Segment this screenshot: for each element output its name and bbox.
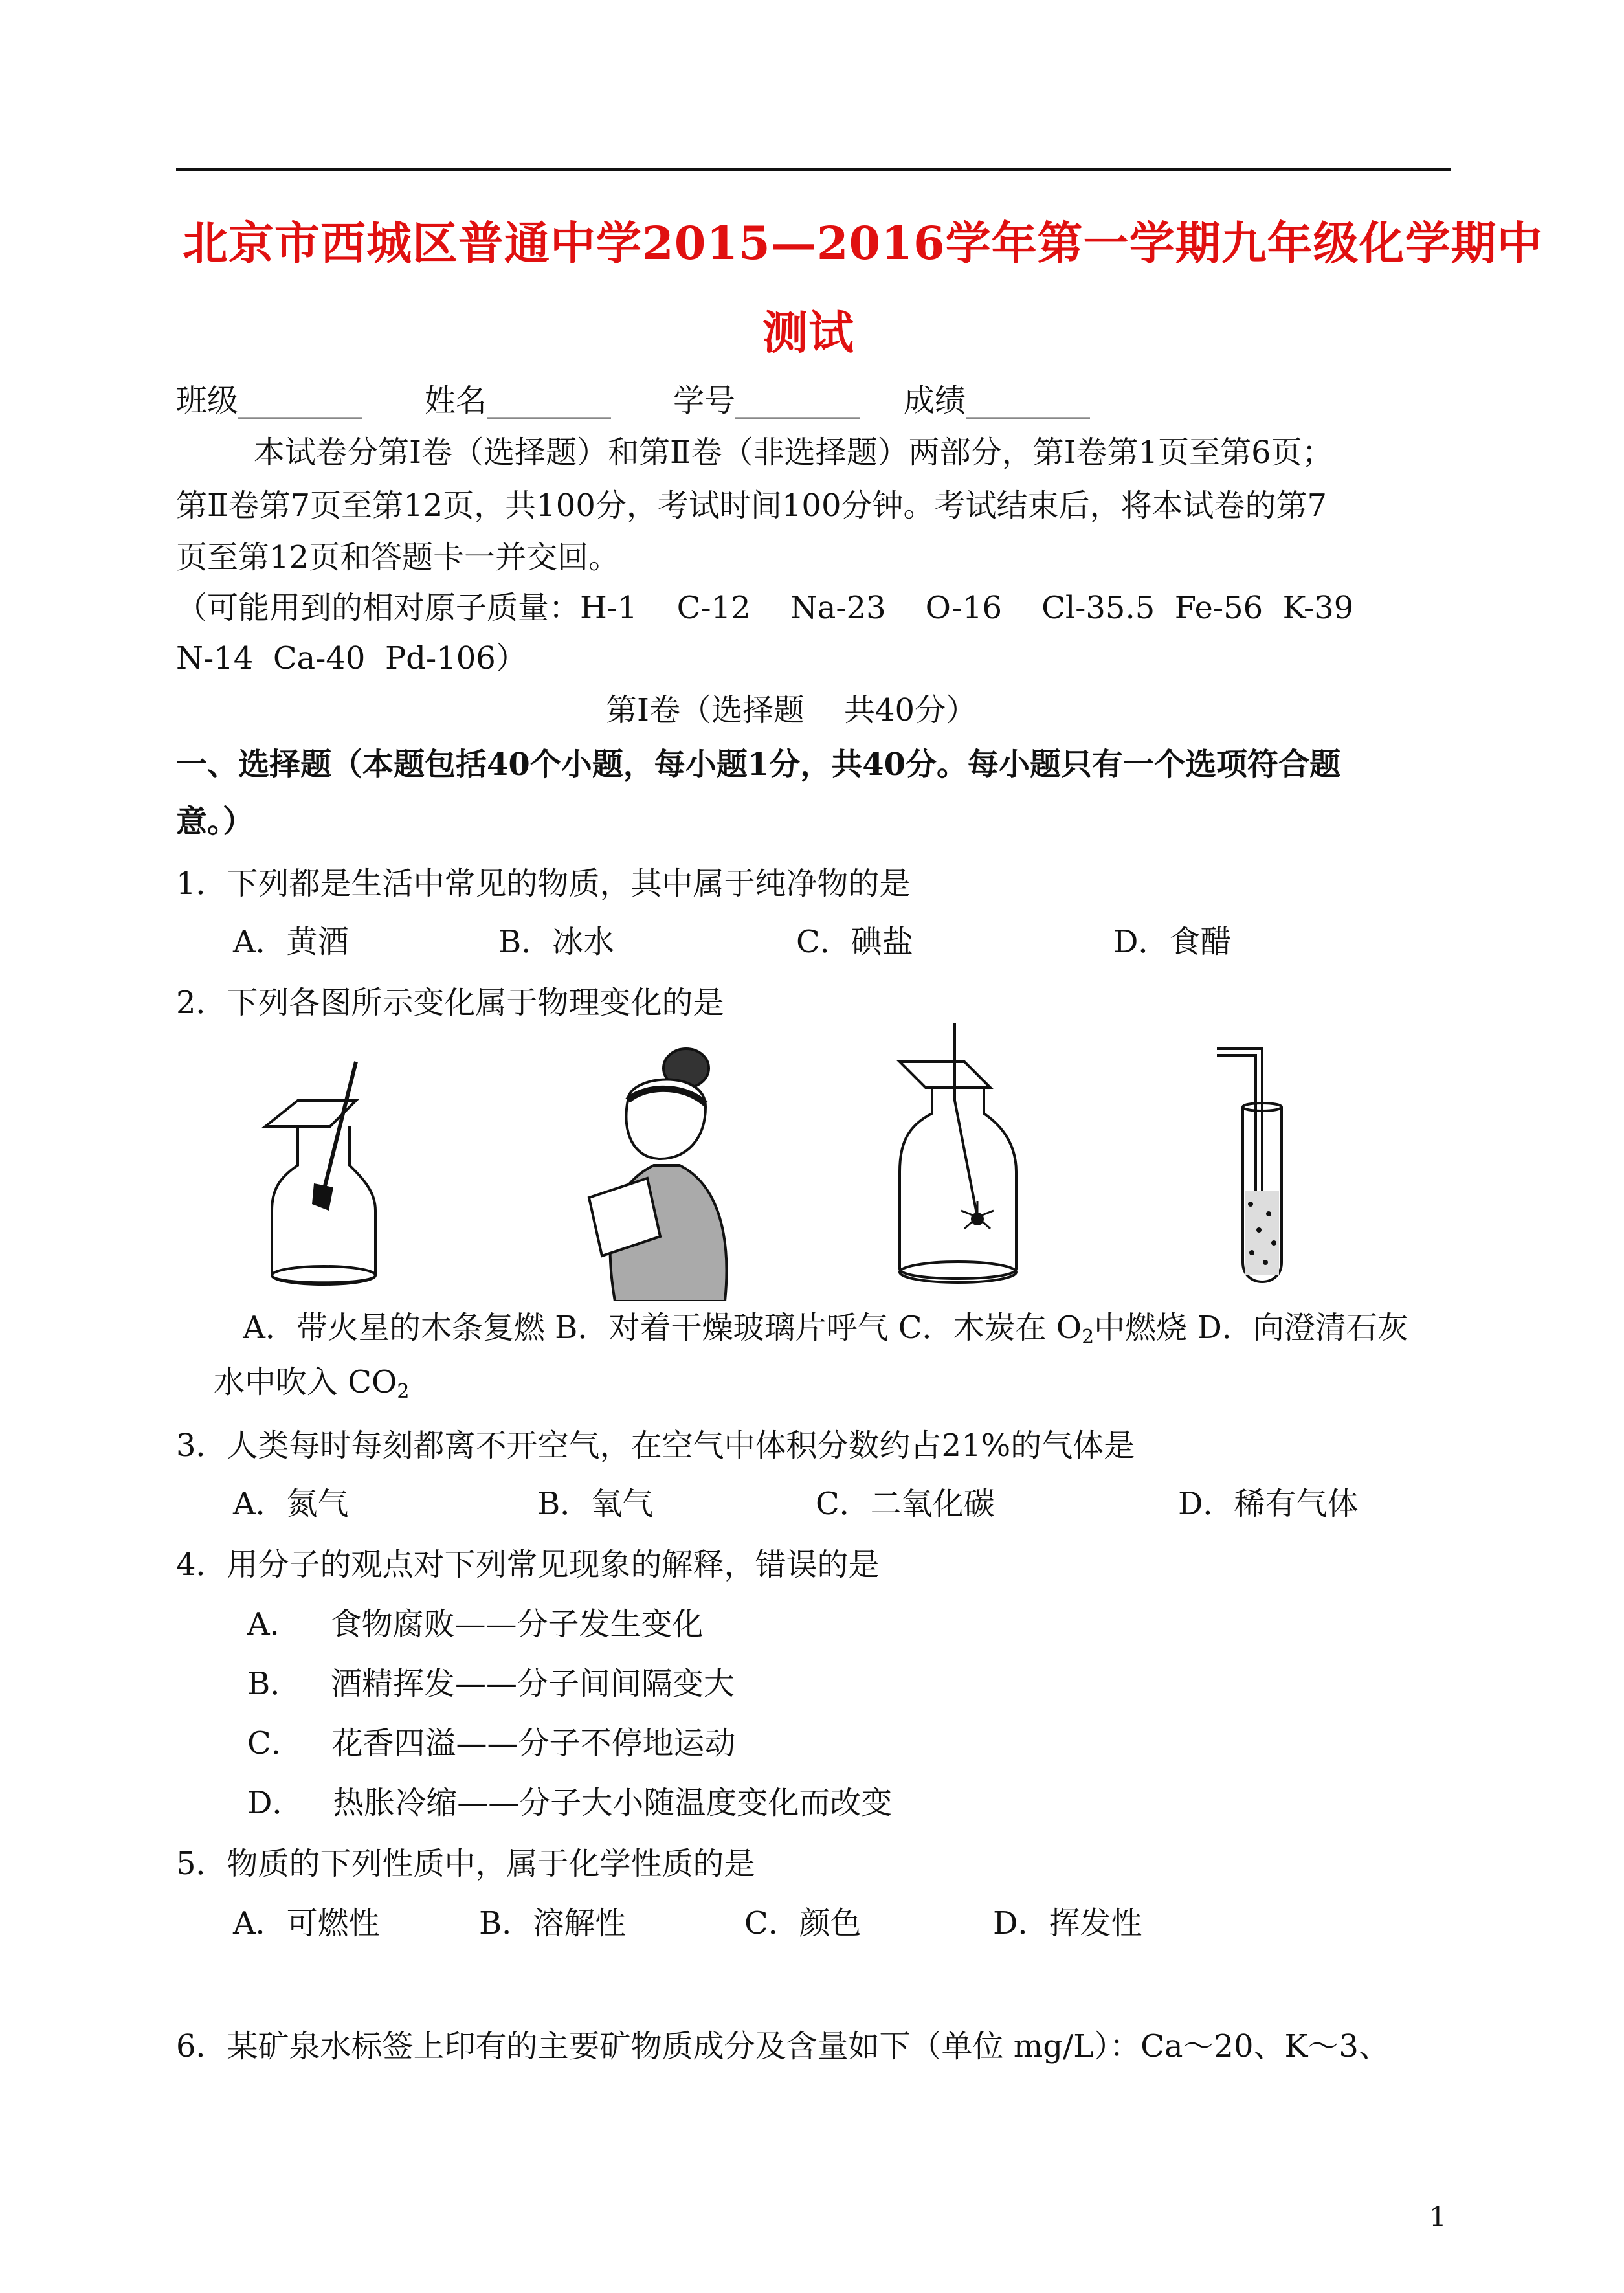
intro-line3: 页至第12页和答题卡一并交回。 (176, 539, 620, 576)
q4-stem: 4．用分子的观点对下列常见现象的解释，错误的是 (176, 1547, 880, 1583)
q1-option-b[interactable]: B．冰水 (498, 924, 615, 960)
q1-option-a[interactable]: A．黄酒 (233, 924, 349, 960)
section-heading-line1: 一、选择题（本题包括40个小题，每小题1分，共40分。每小题只有一个选项符合题 (176, 746, 1340, 783)
q4-option-a[interactable]: A． 食物腐败——分子发生变化 (247, 1606, 704, 1642)
q1-option-c[interactable]: C．碘盐 (796, 924, 913, 960)
field-student-id[interactable]: 学号________ (673, 383, 860, 419)
figure-c-charcoal-bottle (887, 1023, 1029, 1295)
figure-d-test-tube (1204, 1036, 1307, 1295)
q5-stem: 5．物质的下列性质中，属于化学性质的是 (176, 1846, 755, 1882)
q3-option-b[interactable]: B．氧气 (537, 1486, 654, 1522)
section-heading-line2: 意。） (176, 803, 254, 840)
q5-option-b[interactable]: B．溶解性 (479, 1905, 627, 1941)
q3-stem: 3．人类每时每刻都离不开空气，在空气中体积分数约占21%的气体是 (176, 1427, 1135, 1464)
q2-caption-line2: 水中吹入 $CO_2$ (214, 1364, 410, 1403)
q2-stem: 2．下列各图所示变化属于物理变化的是 (176, 985, 724, 1021)
figure-b-girl-breathing (576, 1029, 744, 1301)
page-title-line2: 测试 (762, 306, 854, 359)
q3-option-d[interactable]: D．稀有气体 (1178, 1486, 1359, 1522)
field-score[interactable]: 成绩________ (904, 383, 1091, 419)
intro-line2: 第Ⅱ卷第7页至第12页，共100分，考试时间100分钟。考试结束后，将本试卷的第7 (176, 487, 1328, 524)
q5-option-d[interactable]: D．挥发性 (993, 1905, 1142, 1941)
q6-stem: 6．某矿泉水标签上印有的主要矿物质成分及含量如下（单位 mg/L）：Ca～20、K～3、 (176, 2028, 1390, 2064)
q5-option-c[interactable]: C．颜色 (744, 1905, 862, 1941)
intro-line1: 本试卷分第Ⅰ卷（选择题）和第Ⅱ卷（非选择题）两部分，第Ⅰ卷第1页至第6页； (254, 434, 1333, 471)
q2-caption-line1: A．带火星的木条复燃 B．对着干燥玻璃片呼气 C．木炭在 $O_2$中燃烧 D．向澄清石灰 (233, 1310, 1408, 1348)
q1-stem: 1．下列都是生活中常见的物质，其中属于纯净物的是 (176, 866, 911, 902)
page-number: 1 (1429, 2201, 1447, 2233)
q5-option-a[interactable]: A．可燃性 (233, 1905, 380, 1941)
atomic-mass-line1: （可能用到的相对原子质量：H-1 C-12 Na-23 O-16 Cl-35.5 Fe-56 K-39 (176, 590, 1354, 626)
section-label: 第Ⅰ卷（选择题 共40分） (606, 692, 977, 728)
field-name[interactable]: 姓名________ (425, 383, 612, 419)
q3-option-a[interactable]: A．氮气 (233, 1486, 349, 1522)
atomic-mass-line2: N-14 Ca-40 Pd-106） (176, 640, 527, 677)
page-title-line1: 北京市西城区普通中学2015—2016学年第一学期九年级化学期中 (183, 216, 1543, 270)
q4-option-b[interactable]: B． 酒精挥发——分子间间隔变大 (247, 1666, 735, 1702)
field-class[interactable]: 班级________ (176, 383, 363, 419)
figure-a-splint-jar (259, 1029, 388, 1288)
top-rule (176, 168, 1451, 171)
q3-option-c[interactable]: C．二氧化碳 (816, 1486, 995, 1522)
q4-option-c[interactable]: C． 花香四溢——分子不停地运动 (247, 1725, 736, 1762)
q1-option-d[interactable]: D．食醋 (1113, 924, 1232, 960)
q4-option-d[interactable]: D． 热胀冷缩——分子大小随温度变化而改变 (247, 1785, 893, 1821)
